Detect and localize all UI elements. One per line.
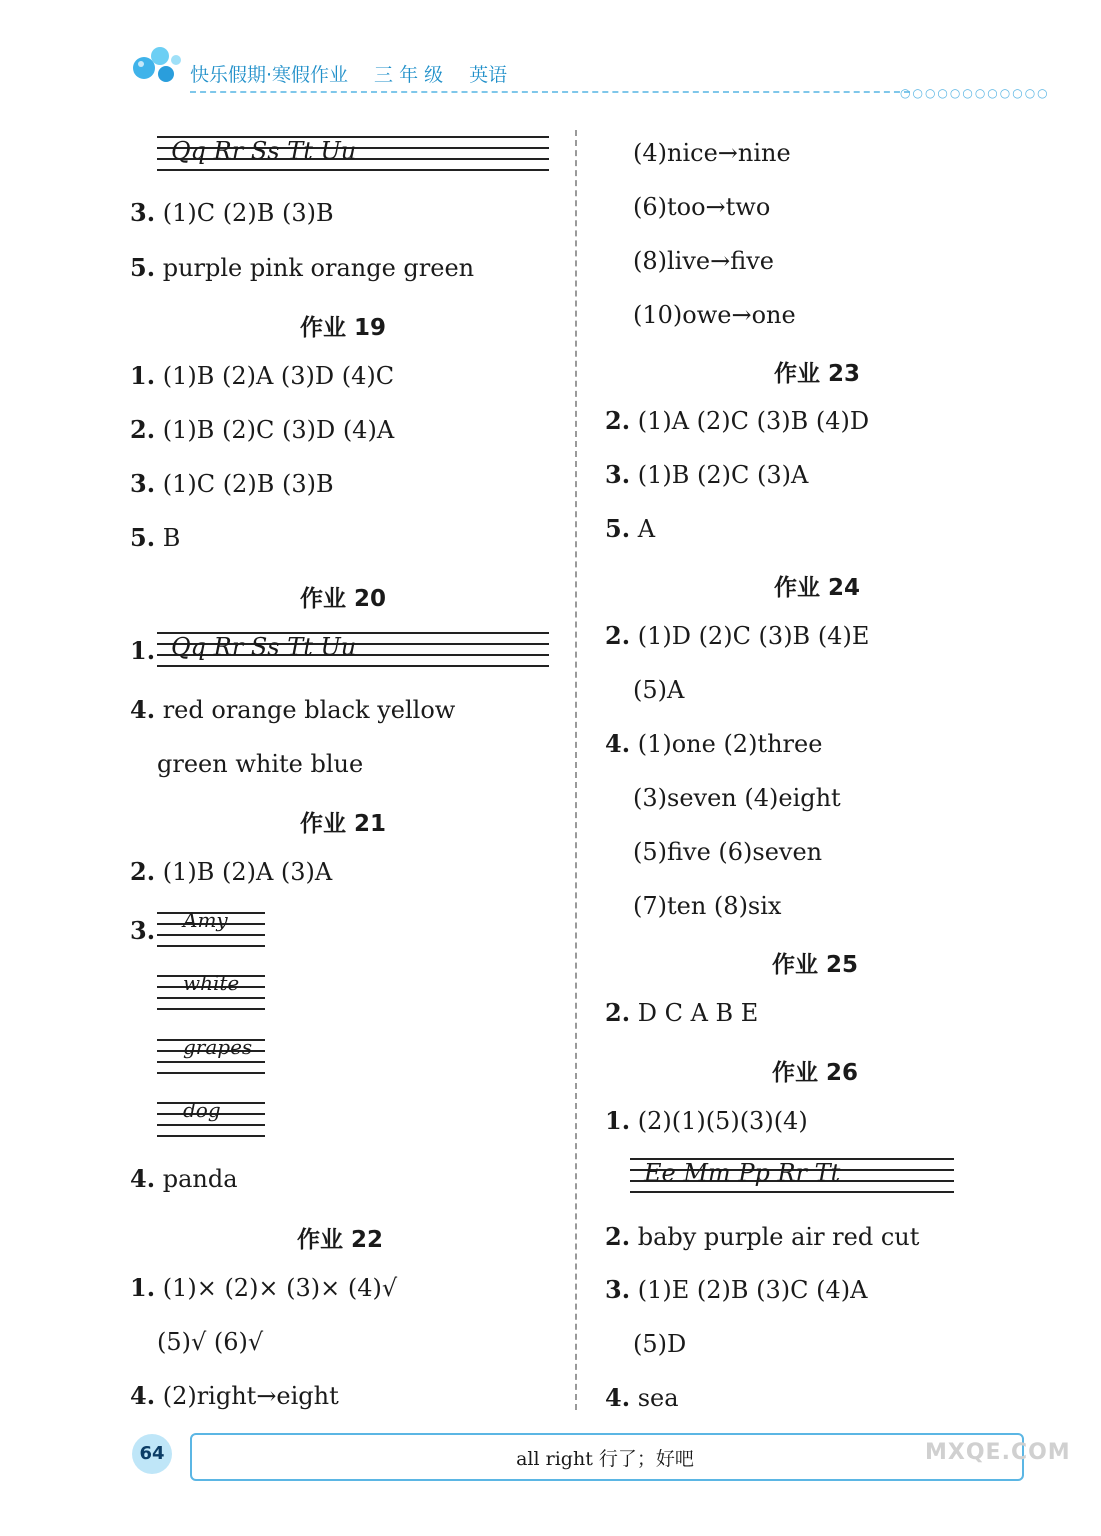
page-header bbox=[190, 60, 533, 87]
answer-line: green white blue bbox=[157, 750, 364, 778]
answer-line: 2. (1)A (2)C (3)B (4)D bbox=[605, 406, 870, 435]
answer-line: 5. B bbox=[130, 523, 181, 552]
answer-line: (8)live→five bbox=[633, 247, 774, 275]
section-title: 作业 26 bbox=[772, 1060, 859, 1086]
series-title: 快乐假期·寒假作业 bbox=[190, 64, 349, 86]
answer-line: (7)ten (8)six bbox=[633, 892, 782, 920]
section-title: 作业 20 bbox=[300, 586, 387, 612]
answer-line: (5)D bbox=[633, 1330, 687, 1358]
handwriting-word-box: grapes bbox=[157, 1039, 265, 1075]
handwriting-word-box: white bbox=[157, 975, 265, 1011]
handwriting-lines-2 bbox=[157, 632, 549, 668]
answer-line: 2. D C A B E bbox=[605, 998, 759, 1027]
answer-line: (3)seven (4)eight bbox=[633, 784, 841, 812]
section-title: 作业 19 bbox=[300, 315, 387, 341]
section-title: 作业 22 bbox=[297, 1227, 384, 1253]
answer-line: (10)owe→one bbox=[633, 301, 796, 329]
header-divider bbox=[190, 91, 910, 93]
answer-line: 3. (1)B (2)C (3)A bbox=[605, 460, 809, 489]
answer-line: 4. panda bbox=[130, 1164, 238, 1193]
answer-line: (6)too→two bbox=[633, 193, 771, 221]
answer-line: 4. red orange black yellow bbox=[130, 695, 456, 724]
answer-line: 3. (1)C (2)B (3)B bbox=[130, 469, 334, 498]
answer-line: 1. (1)× (2)× (3)× (4)√ bbox=[130, 1273, 398, 1302]
answer-line: 2. baby purple air red cut bbox=[605, 1222, 920, 1251]
answer-line: 4. sea bbox=[605, 1383, 679, 1412]
footer-phrase: all right 行了；好吧 bbox=[516, 1448, 694, 1470]
answer-line: 5. purple pink orange green bbox=[130, 253, 475, 282]
section-title: 作业 24 bbox=[774, 575, 861, 601]
answer-line: 1. (1)B (2)A (3)D (4)C bbox=[130, 361, 395, 390]
answer-line: (5)√ (6)√ bbox=[157, 1328, 264, 1356]
answer-line: 3. (1)E (2)B (3)C (4)A bbox=[605, 1275, 868, 1304]
bubbles-logo-icon bbox=[130, 42, 184, 86]
header-dots: ○○○○○○○○○○○○ bbox=[900, 86, 1050, 100]
answer-line: 1. (2)(1)(5)(3)(4) bbox=[605, 1106, 808, 1135]
handwriting-word-box: dog bbox=[157, 1102, 265, 1138]
answer-line: 2. (1)B (2)C (3)D (4)A bbox=[130, 415, 395, 444]
grade-label: 三 年 级 bbox=[374, 64, 444, 86]
subject-label: 英语 bbox=[469, 64, 508, 86]
section-title: 作业 23 bbox=[774, 361, 861, 387]
column-divider bbox=[575, 130, 577, 1410]
letters-text: Qq Rr Ss Tt Uu bbox=[171, 137, 357, 165]
answer-line: 4. (2)right→eight bbox=[130, 1381, 339, 1410]
section-title: 作业 21 bbox=[300, 811, 387, 837]
handwriting-lines-1 bbox=[157, 136, 549, 172]
answer-line: 4. (1)one (2)three bbox=[605, 729, 823, 758]
answer-line: 1. bbox=[130, 636, 156, 665]
answer-line: 3. (1)C (2)B (3)B bbox=[130, 198, 334, 227]
handwriting-lines-3 bbox=[630, 1158, 954, 1194]
answer-line: 5. A bbox=[605, 514, 656, 543]
answer-line: (5)five (6)seven bbox=[633, 838, 823, 866]
section-title: 作业 25 bbox=[772, 952, 859, 978]
handwriting-word-box: Amy bbox=[157, 912, 265, 948]
answer-line: 2. (1)D (2)C (3)B (4)E bbox=[605, 621, 870, 650]
letters-text: Qq Rr Ss Tt Uu bbox=[171, 633, 357, 661]
watermark: MXQE.COM bbox=[925, 1440, 1071, 1465]
answer-line: 3. bbox=[130, 916, 156, 945]
letters-text: Ee Mm Pp Rr Tt bbox=[644, 1159, 841, 1187]
answer-line: (4)nice→nine bbox=[633, 139, 791, 167]
page-number: 64 bbox=[132, 1434, 172, 1474]
answer-line: (5)A bbox=[633, 676, 685, 704]
answer-line: 2. (1)B (2)A (3)A bbox=[130, 857, 333, 886]
